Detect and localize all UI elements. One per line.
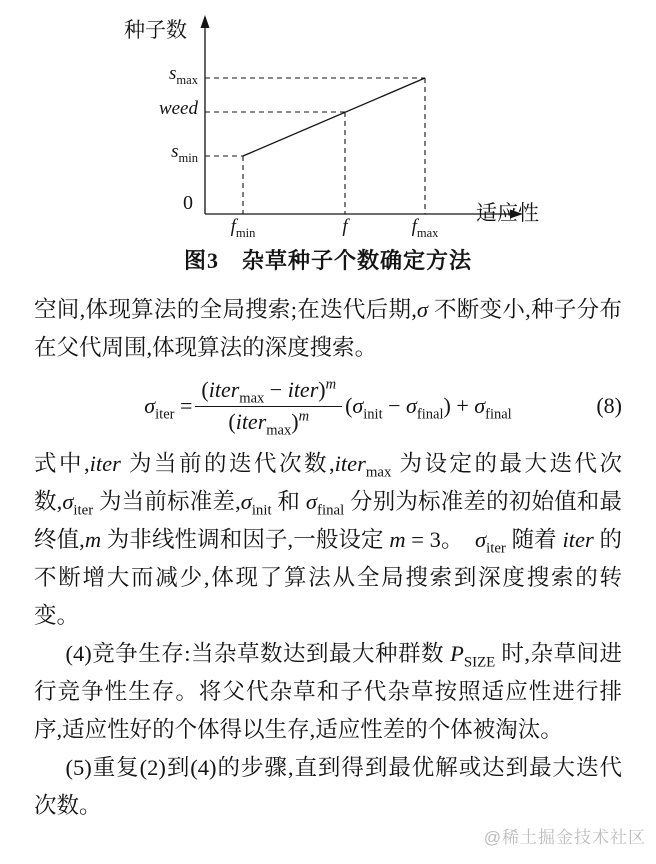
seed-fitness-line bbox=[243, 78, 425, 156]
watermark: @稀土掘金技术社区 bbox=[483, 828, 646, 847]
seed-count-plot bbox=[0, 6, 656, 242]
x-axis-title: 适应性 bbox=[476, 201, 539, 225]
figure-3 bbox=[0, 0, 656, 275]
paragraph-symbol-definitions: 式中,iter 为当前的迭代次数,iter$_{max}$ 为设定的最大迭代次数$,\sigma_{iter}$ 为当前标准差$,\sigma_{init}$ 和 $\sigma_{final}$ 分别为标准差的初始值和最终值,m 为非线性调和因子,一般设定 m = 3。 $\sigma_{iter}$ 随着 iter 的不断增大而减少,体现了算法从全局搜索到深度搜索的转变。 bbox=[34, 451, 622, 628]
fraction-denominator: (iter$_{max}$)$^m$ bbox=[228, 408, 310, 439]
article-body bbox=[34, 291, 622, 825]
paragraph-step4-competition: (4)竞争生存:当杂草数达到最大种群数 $P_{SIZE}$ 时,杂草间进行竞争性生存。将父代杂草和子代杂草按照适应性进行排序,适应性好的个体得以生存,适应性差的个体被淘汰。 bbox=[34, 641, 622, 742]
origin-label: 0 bbox=[183, 192, 193, 214]
plot-axes-graphic bbox=[0, 6, 656, 242]
y-label-smax: $s_{max}$ bbox=[169, 63, 198, 87]
fraction-numerator: (iter$_{max}$ − iter)$^m$ bbox=[195, 377, 342, 407]
paragraph-step5-repeat: (5)重复(2)到(4)的步骤,直到得到最优解或达到最大迭代次数。 bbox=[34, 755, 622, 818]
equation-lhs: $\sigma_{iter}$ = bbox=[144, 392, 193, 423]
y-axis-title: 种子数 bbox=[124, 18, 187, 42]
x-label-fmin: $f_{min}$ bbox=[230, 216, 256, 240]
y-axis-arrow bbox=[201, 15, 210, 28]
x-label-fmax: $f_{max}$ bbox=[411, 216, 439, 240]
y-label-smin: $s_{min}$ bbox=[171, 141, 198, 165]
equation-number: (8) bbox=[596, 392, 622, 418]
y-label-weed: weed bbox=[158, 98, 198, 119]
dashed-guides bbox=[205, 78, 425, 214]
figure-caption: 图3 杂草种子个数确定方法 bbox=[183, 248, 472, 273]
equation-fraction bbox=[195, 376, 342, 439]
equation-rhs: $(\sigma_{init} - \sigma_{final}) + \sigma_{final}$ bbox=[345, 392, 512, 423]
equation-8 bbox=[34, 373, 622, 439]
x-label-f: f bbox=[342, 216, 348, 237]
paragraph-sigma-behavior: 空间,体现算法的全局搜索;在迭代后期,σ 不断变小,种子分布在父代周围,体现算法的深度搜索。 bbox=[34, 297, 622, 360]
